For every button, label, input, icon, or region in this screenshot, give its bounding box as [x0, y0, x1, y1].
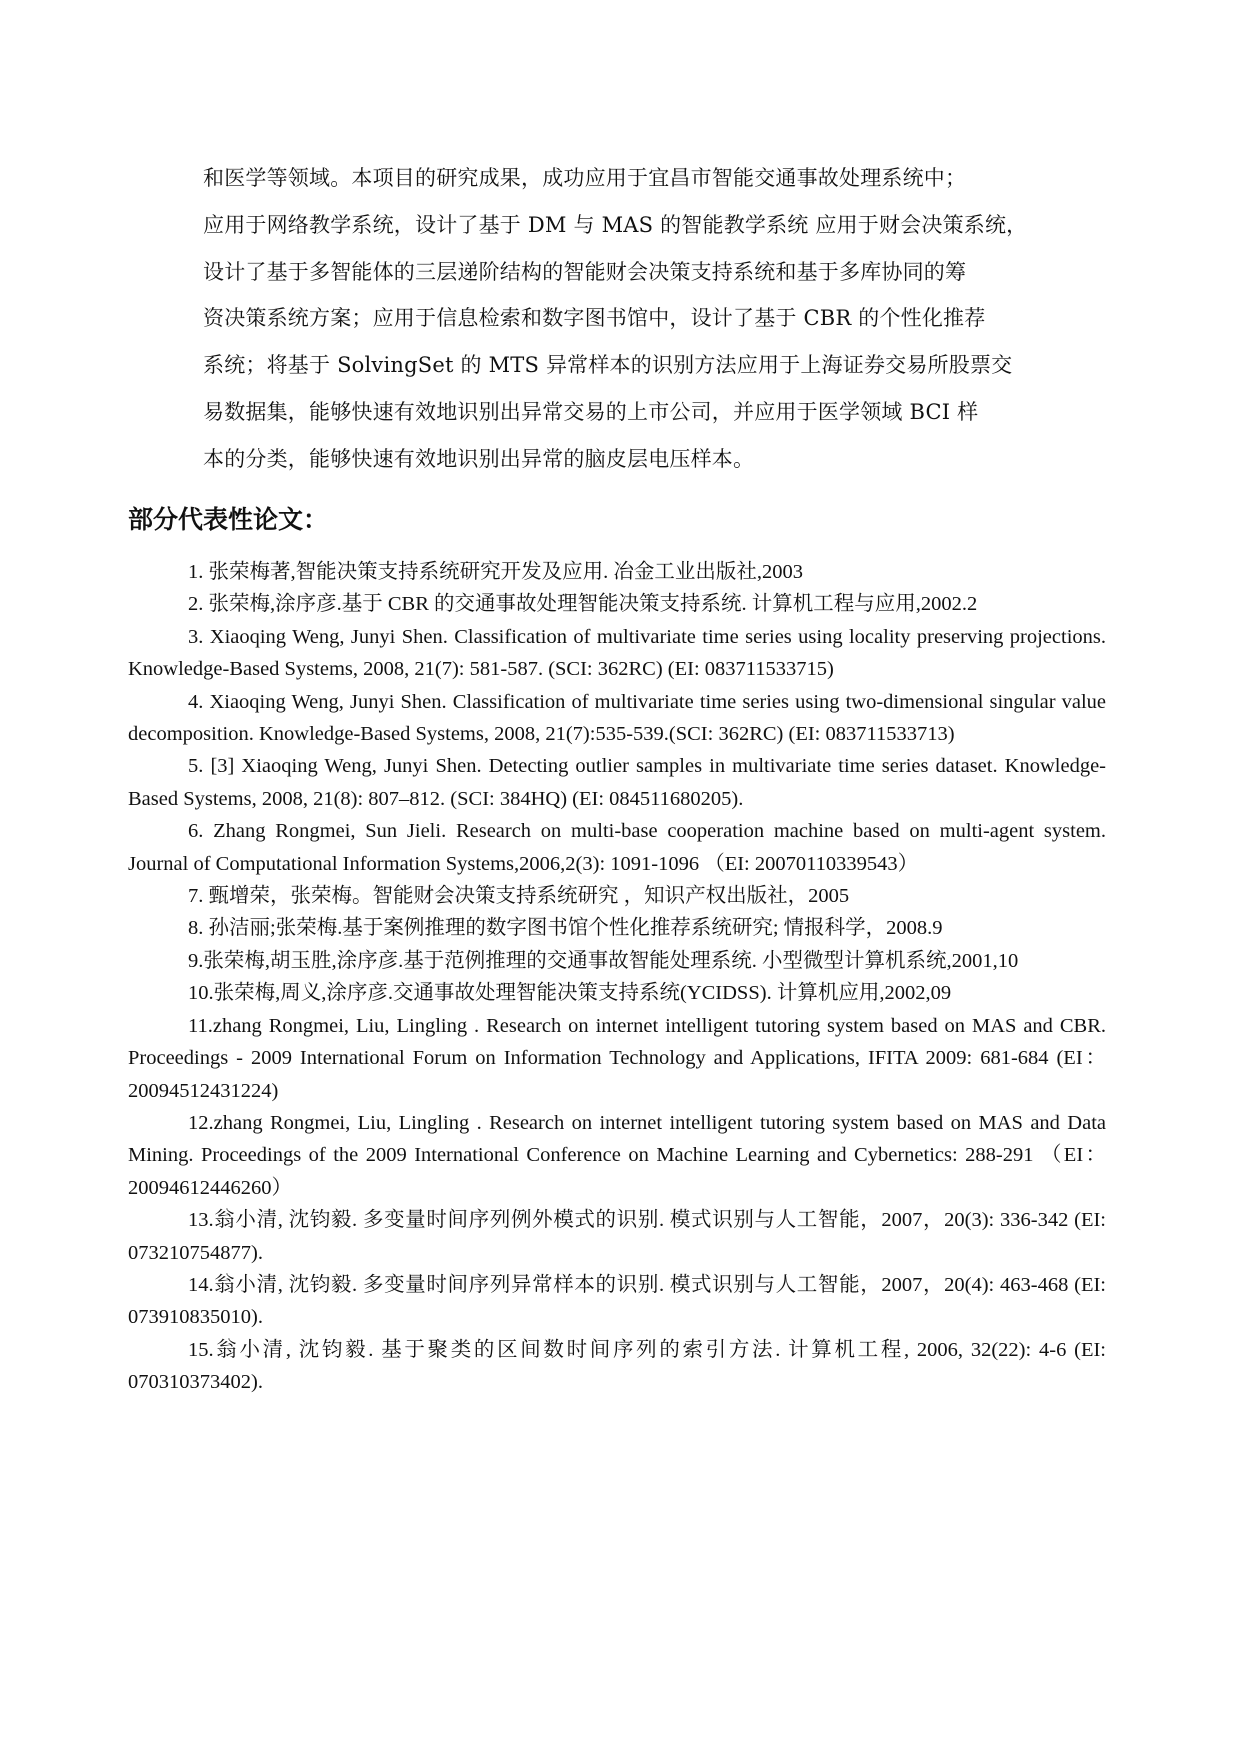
section-heading: 部分代表性论文： [128, 505, 329, 534]
reference-item: 12.zhang Rongmei, Liu, Lingling . Research on internet intelligent tutoring system based on MAS and Data Mining. Proceedings of the 2009 International Conference on Machine Learning and Cybernetics: 288-291 （EI：20094612446260） [128, 1111, 1106, 1199]
reference-list [128, 556, 1106, 1399]
reference-item: 2. 张荣梅,涂序彦.基于 CBR 的交通事故处理智能决策支持系统. 计算机工程与应用,2002.2 [188, 593, 978, 616]
intro-line: 本的分类，能够快速有效地识别出异常的脑皮层电压样本。 [203, 446, 755, 471]
reference-item: 9.张荣梅,胡玉胜,涂序彦.基于范例推理的交通事故智能处理系统. 小型微型计算机系统,2001,10 [188, 949, 1019, 972]
intro-line: 和医学等领域。本项目的研究成果，成功应用于宜昌市智能交通事故处理系统中； [203, 166, 967, 190]
intro-line: 设计了基于多智能体的三层递阶结构的智能财会决策支持系统和基于多库协同的筹 [203, 259, 967, 284]
reference-item: 15.翁小清, 沈钧毅. 基于聚类的区间数时间序列的索引方法. 计算机工程, 2006, 32(22): 4-6 (EI: 070310373402). [128, 1338, 1106, 1394]
reference-item: 6. Zhang Rongmei, Sun Jieli. Research on multi-base cooperation machine based on multi-agent system. Journal of Computational Information Systems,2006,2(3): 1091-1096 （EI: 20070110339543） [128, 820, 1106, 875]
reference-item: 5. [3] Xiaoqing Weng, Junyi Shen. Detecting outlier samples in multivariate time series dataset. Knowledge-Based Systems, 2008, 21(8): 807–812. (SCI: 384HQ) (EI: 084511680205). [128, 755, 1106, 810]
reference-item: 13.翁小清, 沈钧毅. 多变量时间序列例外模式的识别. 模式识别与人工智能，2007，20(3): 336-342 (EI: 073210754877). [128, 1209, 1106, 1264]
reference-item: 11.zhang Rongmei, Liu, Lingling . Research on internet intelligent tutoring system based on MAS and CBR. Proceedings - 2009 International Forum on Information Technology and Applications, IFITA 2009: 681-684 (EI：20094512431224) [128, 1014, 1106, 1102]
intro-line: 应用于网络教学系统，设计了基于 DM 与 MAS 的智能教学系统 应用于财会决策系统， [203, 212, 1028, 237]
intro-line: 资决策系统方案；应用于信息检索和数字图书馆中，设计了基于 CBR 的个性化推荐 [203, 306, 986, 331]
reference-item: 14.翁小清, 沈钧毅. 多变量时间序列异常样本的识别. 模式识别与人工智能，2007，20(4): 463-468 (EI: 073910835010). [128, 1273, 1106, 1329]
reference-item: 1. 张荣梅著,智能决策支持系统研究开发及应用. 冶金工业出版社,2003 [188, 561, 803, 583]
reference-item: 7. 甄增荣，张荣梅。智能财会决策支持系统研究 ，知识产权出版社，2005 [188, 885, 850, 908]
reference-item: 10.张荣梅,周义,涂序彦.交通事故处理智能决策支持系统(YCIDSS). 计算机应用,2002,09 [188, 982, 952, 1005]
reference-item: 4. Xiaoqing Weng, Junyi Shen. Classification of multivariate time series using two-dimensional singular value decomposition. Knowledge-Based Systems, 2008, 21(7):535-539.(SCI: 362RC) (EI: 083711533713) [128, 690, 1106, 746]
intro-line: 易数据集，能够快速有效地识别出异常交易的上市公司，并应用于医学领域 BCI 样 [203, 399, 979, 424]
intro-line: 系统；将基于 SolvingSet 的 MTS 异常样本的识别方法应用于上海证券交易所股票交 [203, 353, 1013, 378]
reference-item: 8. 孙洁丽;张荣梅.基于案例推理的数字图书馆个性化推荐系统研究; 情报科学，2008.9 [188, 917, 943, 940]
intro-paragraph [203, 155, 1106, 483]
reference-item: 3. Xiaoqing Weng, Junyi Shen. Classification of multivariate time series using locality preserving projections. Knowledge-Based Systems, 2008, 21(7): 581-587. (SCI: 362RC) (EI: 083711533715) [128, 625, 1106, 681]
